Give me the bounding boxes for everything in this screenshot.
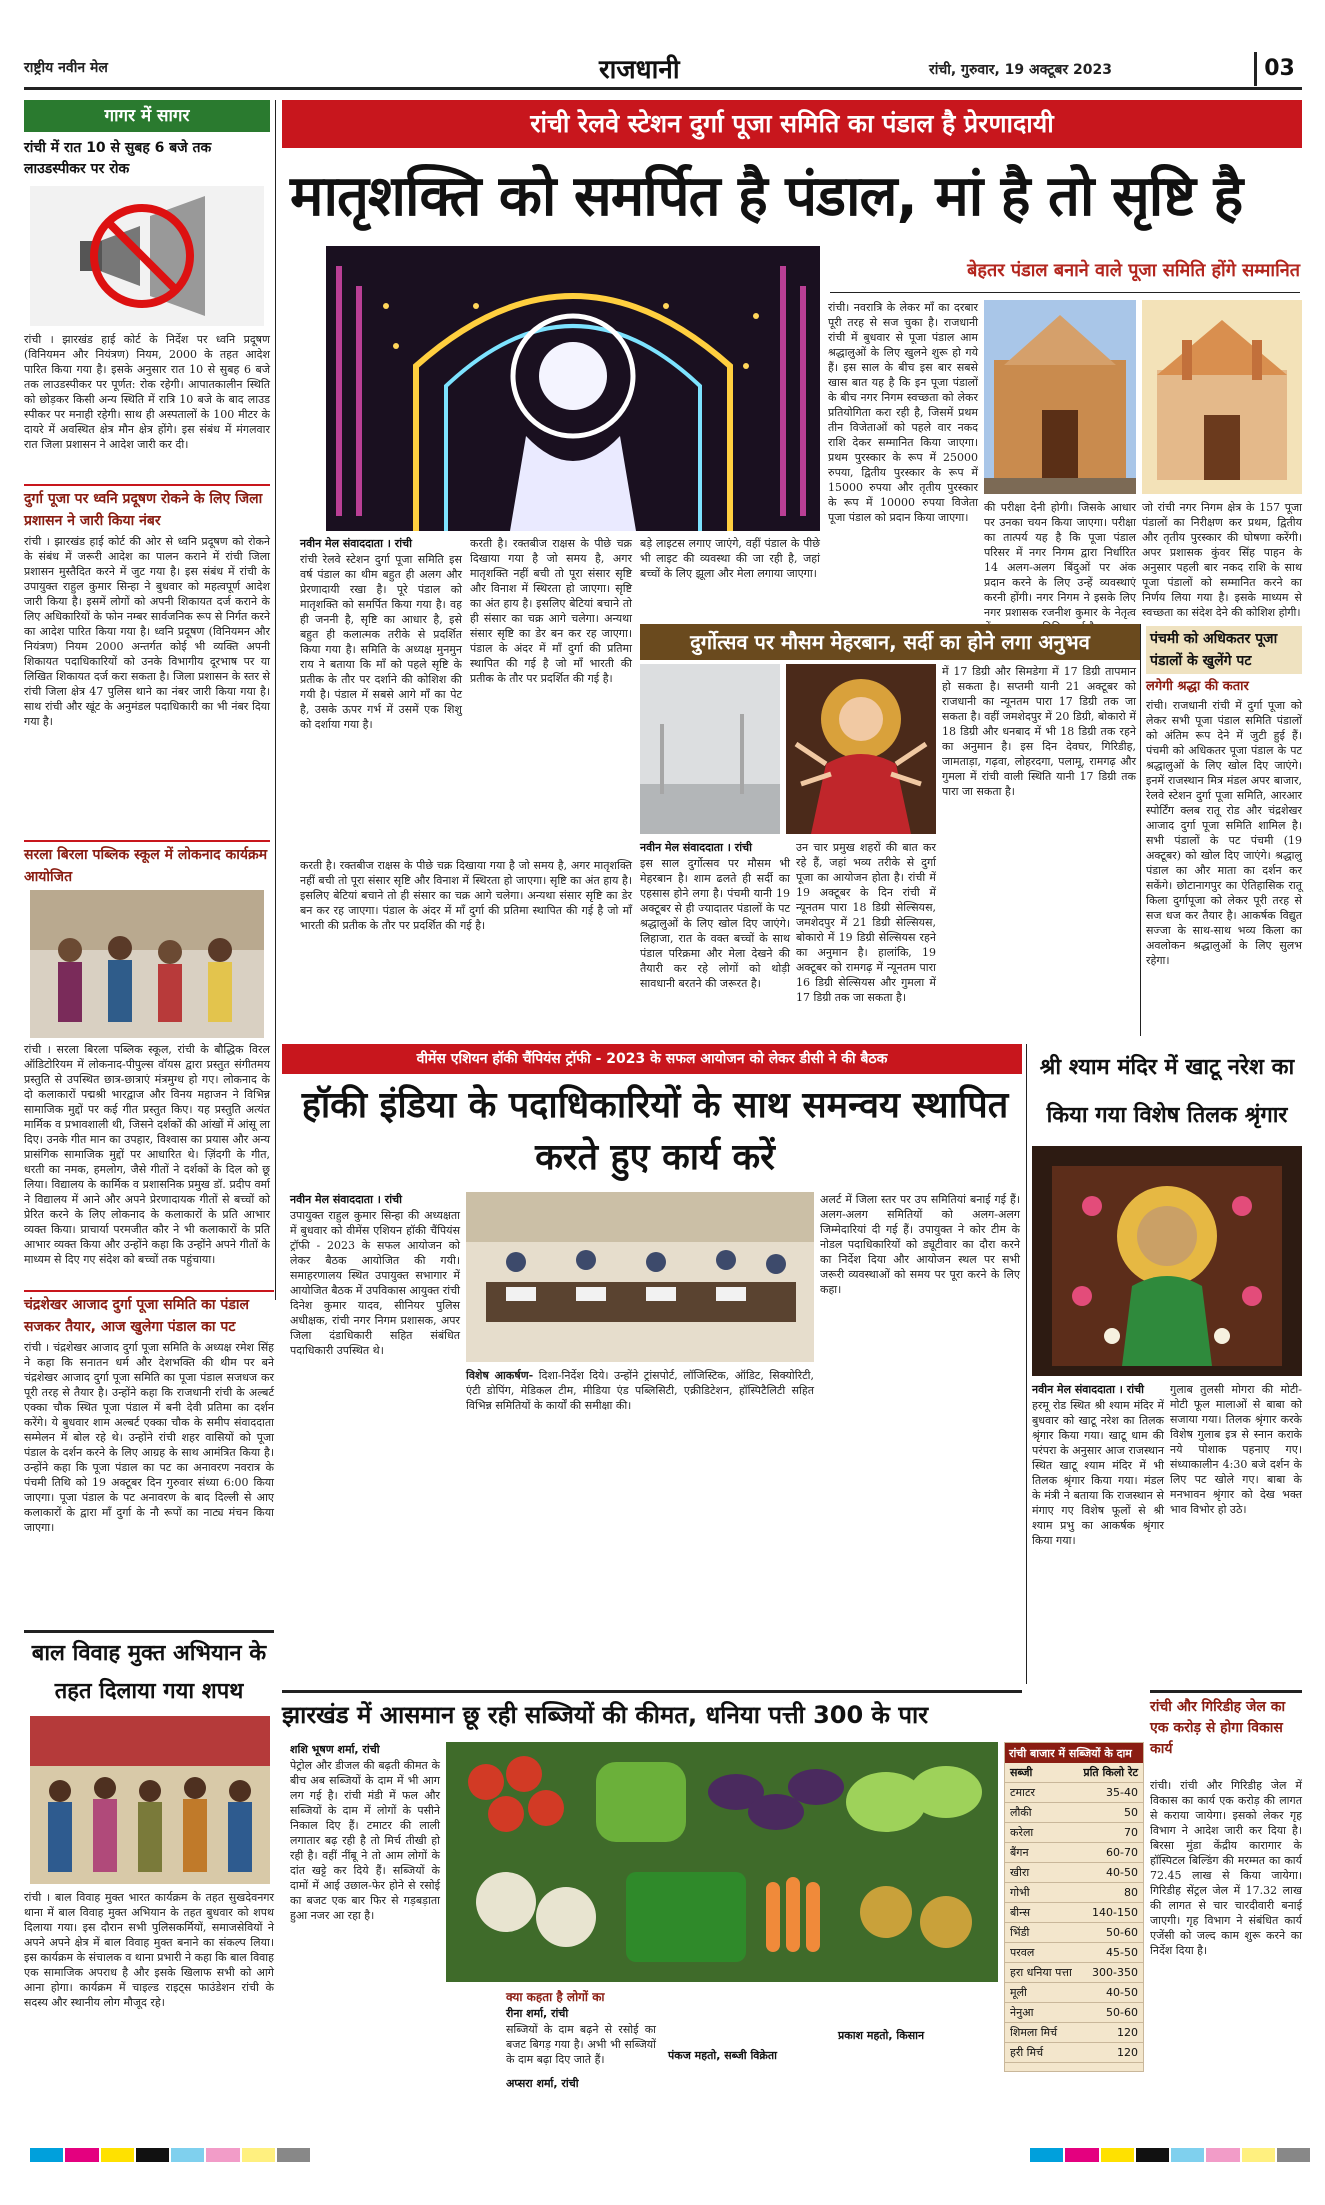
vegetable-price: 140-150 — [1078, 1903, 1143, 1923]
price-table-title: रांची बाजार में सब्जियों के दाम — [1005, 1743, 1143, 1763]
vegetable-name: नेनुआ — [1005, 2003, 1078, 2023]
quote-author-1: रीना शर्मा, रांची — [506, 2007, 569, 2020]
hockey-caption-bold: विशेष आकर्षण- — [466, 1369, 534, 1382]
section-name: राजधानी — [599, 55, 680, 85]
vegetable-price: 40-50 — [1078, 1983, 1143, 2003]
price-table-header — [1005, 1763, 1143, 1783]
lead-body-3: बड़े लाइटस लगाए जाएंगे, वहीं पंडाल के पीछे भी लाइट की व्यवस्था की जा रही है, जहां बच्चों के लिए झूला और मेला लगाया जाएगा। — [640, 537, 820, 580]
price-table-row — [1005, 1923, 1143, 1943]
price-table-row — [1005, 1963, 1143, 1983]
price-table — [1005, 1763, 1143, 2063]
quote-title: क्या कहता है लोगों का — [506, 1990, 605, 2004]
vegetable-headline: झारखंड में आसमान छू रही सब्जियों की कीमत, धनिया पत्ती 300 के पार — [282, 1690, 1022, 1734]
vegetable-price: 45-50 — [1078, 1943, 1143, 1963]
subhead-rule — [830, 292, 1300, 293]
pandal-exterior-photo-1 — [984, 300, 1136, 494]
hockey-body-2 — [466, 1368, 814, 1508]
hockey-headline: हॉकी इंडिया के पदाधिकारियों के साथ समन्वय स्थापित करते हुए कार्य करें — [301, 1085, 1009, 1178]
panchami-subtitle: लगेगी श्रद्धा की कतार — [1146, 679, 1249, 694]
lead-body-1-cont: करती है। रक्तबीज राक्षस के पीछे चक्र दिखाया गया है जो समय है, अगर मातृशक्ति नहीं बची तो पूरा संसार सृष्टि और विनाश में स्थिरता हो जाएगा। सृष्टि का अंत हाय है। इसलिए बेटियां बचाने तो ही संसार का चक्र आगे चलेगा। अन्यथा संसार सृष्टि का डेर बन कर रह जाएगा। पंडाल के अंदर में माँ दुर्गा की प्रतिमा स्थापित की गई है जो माँ भारती की प्रतीक के तौर पर प्रदर्शित की गई है। — [300, 859, 632, 932]
prize-body-3: जो रांची नगर निगम क्षेत्र के 157 पूजा पंडालों का निरीक्षण कर प्रथम, द्वितीय और तृतीय पुरस्कार की घोषणा करेंगी। अपर प्रशासक कुंवर सिंह पाहन के अनुसार पहली बार नकद राशि के साथ पूजा पंडालों को सम्मानित करने का निर्णय लिया गया है। इसके माध्यम से स्वच्छता का संदेश देने की कोशिश होगी। — [1142, 501, 1302, 619]
quote-author-4: प्रकाश महतो, किसान — [838, 2029, 925, 2042]
weather-byline: नवीन मेल संवाददाता । रांची — [640, 841, 752, 854]
vegetable-name: खीरा — [1005, 1863, 1078, 1883]
vegetable-price: 50-60 — [1078, 2003, 1143, 2023]
price-table-row — [1005, 2003, 1143, 2023]
quote-author-2: अप्सरा शर्मा, रांची — [506, 2077, 579, 2090]
prize-subhead: बेहतर पंडाल बनाने वाले पूजा समिति होंगे सम्मानित — [967, 260, 1300, 281]
lead-headline: मातृशक्ति को समर्पित है पंडाल, मां है तो सृष्टि है — [290, 164, 1243, 229]
brief-title-lokanaad: सरला बिरला पब्लिक स्कूल में लोकनाद कार्यक्रम आयोजित — [24, 840, 270, 886]
quote-body-1: सब्जियों के दाम बढ़ने से रसोई का बजट बिगड़ गया है। अभी भी सब्जियों के दाम बढ़ा दिए जाते हैं। — [506, 2023, 656, 2066]
column-rule — [275, 100, 276, 1300]
vegetable-body: पेट्रोल और डीजल की बढ़ती कीमत के बीच अब सब्जियों के दाम में भी आग लग गई है। रांची मंडी में फल और सब्जियों के दाम में लोगों के पसीने निकाल दिए हैं। टमाटर की लाली लगातार बढ़ रही है तो मिर्च तीखी हो रही है। वहीं नींबू ने तो आम लोगों के दांत खट्टे कर दिये हैं। सब्जियों के दामों में आई उछाल-फेर होने से रसोई का बजट एक बार फिर से गड़बड़ाता हुआ नजर आ रहा है। — [290, 1759, 440, 1922]
jail-body: रांची। रांची और गिरिडीह जेल में विकास का कार्य एक करोड़ की लागत से कराया जायेगा। इसको लेकर गृह विभाग ने आदेश जारी कर दिया है। बिरसा मुंडा केंद्रीय कारागार के हॉस्पिटल बिल्डिंग की मरम्मत का कार्य 72.45 लाख से किया जायेगा। गिरिडीह सेंट्रल जेल में 17.32 लाख की लागत से चार चारदीवारी बनाई जाएगी। गृह विभाग ने संबंधित कार्य एजेंसी को जल्द काम शुरू करने का निर्देश दिया है। — [1150, 1779, 1302, 1957]
quote-author-3: पंकज महतो, सब्जी विक्रेता — [668, 2049, 777, 2062]
quote-box — [446, 1988, 998, 2092]
hockey-body-3: अलर्ट में जिला स्तर पर उप समितियां बनाई गई हैं। अलग-अलग समितियों को अलग-अलग जिम्मेदारियां दी गई हैं। उपायुक्त ने कोर टीम के नोडल पदाधिकारियों को ड्यूटीवार का दौरा करने का निर्देश दिया और आयोजन स्थल पर सभी जरूरी व्यवस्थाओं को समय पर पूरा करने के लिए कहा। — [820, 1193, 1020, 1296]
durga-idol-photo — [786, 664, 936, 834]
panchami-body: रांची। राजधानी रांची में दुर्गा पूजा को लेकर सभी पूजा पंडाल समिति पंडालों को अंतिम रूप देने में जुटी हुई हैं। पंचमी को अधिकतर पूजा पंडाल के पट श्रद्धालुओं के लिए खोल दिए जाएंगे। इनमें राजस्थान मित्र मंडल अपर बाजार, रेलवे स्टेशन दुर्गा पूजा समिति, आरआर स्पोर्टिंग क्लब रातू रोड और चंद्रशेखर आजाद दुर्गा पूजा समिति शामिल है। सभी पंडालों के पट पंचमी (19 अक्टूबर) को खोल दिए जाएंगे। श्रद्धालु पंडाल का और माता का दर्शन कर सकेंगे। छोटानागपुर का ऐतिहासिक रातू किला दुर्गापूजा को लेकर पूरी तरह से सज धज कर तैयार है। आकर्षक विद्युत सज्जा के साथ-साथ भव्य किला का अवलोकन श्रद्धालुओं के लिए सुलभ रहेगा। — [1146, 699, 1302, 967]
khatu-shyam-photo — [1032, 1146, 1302, 1376]
lokanaad-event-photo — [30, 890, 264, 1038]
weather-body-3: में 17 डिग्री और सिमडेगा में 17 डिग्री तापमान हो सकता है। सप्तमी यानी 21 अक्टूबर को राजधानी का न्यूनतम पारा 17 डिग्री तक जा सकता है। वहीं जमशेदपुर में 20 डिग्री, बोकारो में 18 डिग्री और धनबाद में भी 18 डिग्री तक रहने का अनुमान है। इस दिन देवघर, गिरिडीह, जामताड़ा, गढ़वा, लोहरदगा, पलामू, रामगढ़ और गुमला में रांची वाली स्थिति यानी 17 डिग्री तक पारा जा सकता है। — [942, 665, 1136, 798]
hockey-strap: वीमेंस एशियन हॉकी चैंपियंस ट्रॉफी - 2023 के सफल आयोजन को लेकर डीसी ने की बैठक — [282, 1044, 1022, 1074]
panchami-rule — [1140, 624, 1141, 1036]
brief-body-azad-pandal: रांची । चंद्रशेखर आजाद दुर्गा पूजा समिति के अध्यक्ष रमेश सिंह ने कहा कि सनातन धर्म और देशभक्ति की थीम पर बने चंद्रशेखर आजाद दुर्गा पूजा समिति का पूजा पंडाल सजधज कर पूरी तरह से तैयार है। उन्होंने कहा कि राजधानी रांची के अल्बर्ट एक्का चौक स्थित पूजा पंडाल में बनी देवी प्रतिमा का दर्शन करेंगे। ये बुधवार शाम अल्बर्ट एक्का चौक के समीप संवाददाता सम्मेलन में बोल रहे थे। उन्होंने रांची शहर वासियों को पूजा पंडाल के दर्शन करने के लिए आग्रह के साथ आमंत्रित किया है। उन्होंने कहा कि पूजा पंडाल का पट का अनावरण नवरात्र के पंचमी तिथि को 19 अक्टूबर दिन गुरुवार संध्या 6:00 किया जाएगा। पूजा पंडाल के पट अनावरण के बाद दिल्ली से आए कलाकारों के द्वारा माँ दुर्गा के नौ रूपों का नाट्य मंचन किया जाएगा। — [24, 1341, 274, 1534]
vegetable-byline: शशि भूषण शर्मा, रांची — [290, 1743, 380, 1756]
page-number: 03 — [1254, 52, 1302, 86]
left-column-tag: गागर में सागर — [24, 100, 270, 132]
price-table-row — [1005, 1903, 1143, 1923]
masthead — [24, 50, 1302, 90]
pandal-exterior-photo-2 — [1142, 300, 1302, 494]
child-marriage-title: बाल विवाह मुक्त अभियान के तहत दिलाया गया शपथ — [24, 1630, 274, 1710]
vegetable-name: टमाटर — [1005, 1783, 1078, 1803]
color-registration-bar-right — [1030, 2148, 1310, 2162]
price-table-row — [1005, 1803, 1143, 1823]
panchami-title: पंचमी को अधिकतर पूजा पंडालों के खुलेंगे पट — [1146, 626, 1302, 674]
weather-body-1: इस साल दुर्गोत्सव पर मौसम भी मेहरबान है। शाम ढलते ही सर्दी का एहसास होने लगा है। पंचमी यानी 19 अक्टूबर से ही ज्यादातर पंडालों के पट श्रद्धालुओं के लिए खोल दिए जाएंगे। लिहाजा, रात के वक्त बच्चों के साथ पंडाल परिक्रमा और मेला देखने की तैयारी कर रहे लोगों को थोड़ी सावधानी बरतने की जरूरत है। — [640, 857, 790, 990]
vegetable-price: 35-40 — [1078, 1783, 1143, 1803]
lead-body-2: करती है। रक्तबीज राक्षस के पीछे चक्र दिखाया गया है जो समय है, अगर मातृशक्ति नहीं बची तो पूरा संसार सृष्टि और विनाश में स्थिरता हो जाएगा। सृष्टि का अंत हाय है। इसलिए बेटियां बचाने तो ही संसार का चक्र आगे चलेगा। अन्यथा संसार सृष्टि का डेर बन कर रह जाएगा। पंडाल के अंदर में माँ दुर्गा की प्रतिमा स्थापित की गई है जो माँ भारती की प्रतीक के तौर पर प्रदर्शित की गई है। — [470, 537, 632, 685]
vegetable-price: 50 — [1078, 1803, 1143, 1823]
brief-body-noise-numbers: रांची । झारखंड हाई कोर्ट की ओर से ध्वनि प्रदूषण को रोकने के संबंध में जरूरी आदेश का पालन कराने में रांची जिला प्रशासन मुस्तैदित करने में जुट गया है। इस संबंध में रांची के उपायुक्त राहुल कुमार सिन्हा ने बुधवार को महत्वपूर्ण आदेश जारी किया है। इसमें लोगों को अपनी शिकायत दर्ज कराने के लिए अधिकारियों के फोन नम्बर सार्वजनिक रूप से निर्गत करने का आदेश पारित किया गया है। ध्वनि प्रदूषण (विनियमन और नियंत्रण) नियम 2000 अन्तर्गत कोई भी व्यक्ति अपनी शिकायत पदाधिकारियों को उनके विभागीय दूरभाष पर या लिखित शिकायत दर्ज करा सकता है। जिला प्रशासन के स्तर से रांची जिला क्षेत्र 47 पुलिस थाने का नंबर जारी किया गया है। साथ रांची और खूंट के अनुमंडल पदाधिकारी का भी नंबर दिया गया है। — [24, 535, 270, 728]
pandal-night-photo — [326, 246, 820, 531]
jail-title: रांची और गिरिडीह जेल का एक करोड़ से होगा विकास कार्य — [1150, 1690, 1302, 1774]
vegetable-price: 40-50 — [1078, 1863, 1143, 1883]
vegetable-price: प्रति किलो रेट — [1078, 1763, 1143, 1783]
vegetable-name: सब्जी — [1005, 1763, 1078, 1783]
brief-body-loudspeaker: रांची । झारखंड हाई कोर्ट के निर्देश पर ध्वनि प्रदूषण (विनियमन और नियंत्रण) नियम, 2000 के तहत आदेश पारित किया गया है। इसके अनुसार रात 10 से सुबह 6 बजे तक लाउडस्पीकर पर पूर्णत: रोक रहेगी। आपातकालीन स्थिति को छोड़कर किसी अन्य स्थिति में रात्रि 10 बजे के बाद लाउड स्पीकर पर मनाही रहेगी। साथ ही अस्पतालों के 100 मीटर के दायरे में अवस्थित क्षेत्र मौन क्षेत्र होंगे। इस संबंध में मंगलवार रात जिला प्रशासन ने आदेश जारी कर दी। — [24, 333, 270, 451]
price-table-row — [1005, 1843, 1143, 1863]
vegetable-name: हरी मिर्च — [1005, 2043, 1078, 2063]
brief-body-lokanaad: रांची । सरला बिरला पब्लिक स्कूल, रांची के बौद्धिक विरल ऑडिटोरियम में लोकनाद-पीपुल्स वॉयस द्वारा प्रस्तुत संगीतमय प्रस्तुति से उपस्थित छात्र-छात्राएं मंत्रमुग्ध हो गए। लोकनाद के दो कलाकारों पद्मश्री भारद्वाज और विनय महाजन ने विभिन्न सामाजिक मुद्दों पर कई गीत प्रस्तुत किए। यह प्रस्तुति अत्यंत मार्मिक व प्रभावशाली थी, जिसने दर्शकों की आंखों में आंसू ला दिए। उनके गीत मान का उपहार, विश्वास का प्रयास और अन्य प्रासंगिक सामाजिक मुद्दों पर आधारित थे। ज़िंदगी के गीत, धरती का नमक, हमलोग, जैसे गीतों ने दर्शकों के दिल को छू लिया। विद्यालय के कार्मिक व प्रशासनिक प्रमुख डॉ. प्रदीप वर्मा ने विद्यालय में आने और अपने प्रेरणादायक गीतों से बच्चों को प्रेरित करने के लिए लोकनाद के कलाकारों के प्रति आभार व्यक्त किया। प्राचार्या परमजीत कौर ने भी कलाकारों के प्रति आभार व्यक्त किया और उन्होंने कहा कि उन्होंने अपने गीतों के माध्यम से दिए गए संदेश को बच्चों तक पहुंचाया। — [24, 1043, 270, 1266]
vegetable-price: 120 — [1078, 2023, 1143, 2043]
vegetable-name: बीन्स — [1005, 1903, 1078, 1923]
price-table-row — [1005, 2043, 1143, 2063]
price-table-row — [1005, 1883, 1143, 1903]
vegetable-name: लौकी — [1005, 1803, 1078, 1823]
top-banner: रांची रेलवे स्टेशन दुर्गा पूजा समिति का पंडाल है प्रेरणादायी — [282, 100, 1302, 148]
price-table-row — [1005, 1863, 1143, 1883]
vegetable-price-table — [1004, 1742, 1144, 2072]
color-registration-bar-left — [30, 2148, 310, 2162]
vegetable-price: 50-60 — [1078, 1923, 1143, 1943]
shyam-body-2: गुलाब तुलसी मोगरा की मोटी-मोटी फूल मालाओं से बाबा को सजाया गया। तिलक श्रृंगार करके विशेष गुलाब इत्र से स्नान कराके नये पोशाक पहनाए गए। संध्याकालीन 4:30 बजे दर्शन के लिए पट खोले गए। बाबा के मनभावन श्रृंगार को देख भक्त भाव विभोर हो उठे। — [1170, 1383, 1302, 1516]
vegetable-name: हरा धनिया पत्ता — [1005, 1963, 1078, 1983]
shyam-rule — [1026, 1044, 1027, 1684]
hockey-body-2-text: दिशा-निर्देश दिये। उन्होंने ट्रांसपोर्ट, लॉजिस्टिक, ऑडिट, सिक्योरिटी, एंटी डोपिंग, मेडिकल टीम, मीडिया एंड पब्लिसिटी, एक्रीडिटेशन, हॉस्पिटैलिटी सहित विभिन्न समितियों के कार्यों की समीक्षा की। — [466, 1369, 814, 1412]
weather-body-2: उन चार प्रमुख शहरों की बात कर रहे हैं, जहां भव्य तरीके से दुर्गा पूजा का आयोजन होता है। रांची में 19 अक्टूबर के दिन रांची में न्यूनतम पारा 18 डिग्री सेल्सियस, जमशेदपुर में 21 डिग्री सेल्सियस, बोकारो में 19 डिग्री सेल्सियस रहने का अनुमान है। हालांकि, 19 अक्टूबर को रामगढ़ में न्यूनतम पारा 16 डिग्री सेल्सियस और गुमला में 17 डिग्री तक जा सकता है। — [796, 841, 936, 1004]
dateline: रांची, गुरुवार, 19 अक्टूबर 2023 — [929, 62, 1112, 78]
brief-title-azad-pandal: चंद्रशेखर आजाद दुर्गा पूजा समिति का पंडाल सजकर तैयार, आज खुलेगा पंडाल का पट — [24, 1290, 274, 1336]
oath-ceremony-photo — [30, 1716, 270, 1884]
hockey-meeting-photo — [466, 1192, 814, 1362]
vegetable-price: 60-70 — [1078, 1843, 1143, 1863]
prize-body-1: रांची। नवरात्रि के लेकर माँ का दरबार पूरी तरह से सज चुका है। राजधानी रांची में बुधवार से पूजा पंडाल आम श्रद्धालुओं के लिए खुलने शुरू हो गये हैं। इस साल के बीच इस बार सबसे खास बात यह है कि इन पूजा पंडालों के बीच नगर निगम स्वच्छता को लेकर प्रतियोगिता करा रही है, जिसमें प्रथम तीन विजेताओं को पहले वार नकद राशि देकर सम्मानित किया जाएगा। प्रथम पुरस्कार के रूप में 25000 रुपया, द्वितीय पुरस्कार के रूप में 15000 रुपया और तृतीय पुरस्कार के रूप में 10000 रुपया विजेता पूजा पंडाल को प्रदान किया जाएगा। — [828, 301, 978, 524]
vegetable-name: गोभी — [1005, 1883, 1078, 1903]
child-marriage-body: रांची । बाल विवाह मुक्त भारत कार्यक्रम के तहत सुखदेवनगर थाना में बाल विवाह मुक्त अभियान के तहत बुधवार को शपथ दिलाया गया। इस दौरान सभी पुलिसकर्मियों, समाजसेवियों ने अपने अपने क्षेत्र में बाल विवाह मुक्त बनाने का संकल्प लिया। इस कार्यक्रम के संचालक व थाना प्रभारी ने कहा कि बाल विवाह एक सामाजिक अपराध है और इसके खिलाफ सभी को आगे आना होगा। कार्यक्रम में चाइल्ड राइट्स फाउंडेशन रांची के सदस्य और स्थानीय लोग मौजूद रहे। — [24, 1891, 274, 2009]
vegetable-name: करेला — [1005, 1823, 1078, 1843]
vegetable-price: 300-350 — [1078, 1963, 1143, 1983]
lead-body-1: रांची रेलवे स्टेशन दुर्गा पूजा समिति इस वर्ष पंडाल का थीम बहुत ही अलग और प्रेरणादायी रखा है। पूरे पंडाल को मातृशक्ति को समर्पित किया गया है। वह ही जननी है, सृष्टि का आधार है, इसे बहुत ही कलात्मक तरीके से प्रदर्शित किया गया है। समिति के अध्यक्ष मुनमुन राय ने बताया कि माँ को पहले सृष्टि के प्रतीक के तौर पर दर्शाने की कोशिश की गयी है। पंडाल में सबसे आगे माँ का पेट है, उसके ऊपर गर्भ में उसमें एक शिशु को दर्शाया गया है। — [300, 553, 462, 731]
lead-byline: नवीन मेल संवाददाता । रांची — [300, 537, 412, 550]
price-table-row — [1005, 1983, 1143, 2003]
vegetable-price: 80 — [1078, 1883, 1143, 1903]
shyam-byline: नवीन मेल संवाददाता । रांची — [1032, 1383, 1144, 1396]
shyam-body-1: हरमू रोड स्थित श्री श्याम मंदिर में बुधवार को खाटू नरेश का तिलक श्रृंगार किया गया। खाटू धाम की परंपरा के अनुसार आज राजस्थान स्थित खाटू श्याम मंदिर में भी तिलक श्रृंगार किया गया। मंडल के मंत्री ने बताया कि राजस्थान से मंगाए गए विशेष फूलों से श्री श्याम प्रभु का आकर्षक श्रृंगार किया गया। — [1032, 1399, 1164, 1547]
brief-title-loudspeaker: रांची में रात 10 से सुबह 6 बजे तक लाउडस्पीकर पर रोक — [24, 140, 212, 177]
vegetable-price: 70 — [1078, 1823, 1143, 1843]
brief-title-noise-numbers: दुर्गा पूजा पर ध्वनि प्रदूषण रोकने के लिए जिला प्रशासन ने जारी किया नंबर — [24, 484, 270, 530]
weather-title: दुर्गोत्सव पर मौसम मेहरबान, सर्दी का होने लगा अनुभव — [640, 624, 1140, 660]
vegetable-name: परवल — [1005, 1943, 1078, 1963]
price-table-row — [1005, 1943, 1143, 1963]
hockey-byline: नवीन मेल संवाददाता । रांची — [290, 1193, 402, 1206]
vegetable-name: शिमला मिर्च — [1005, 2023, 1078, 2043]
price-table-row — [1005, 2023, 1143, 2043]
vegetable-name: बैंगन — [1005, 1843, 1078, 1863]
price-table-row — [1005, 1783, 1143, 1803]
prize-body-2: की परीक्षा देनी होगी। जिसके आधार पर उनका चयन किया जाएगा। परीक्षा का तात्पर्य यह है कि पूजा पंडाल परिसर में नगर निगम द्वारा निर्धारित 14 अलग-अलग बिंदुओं पर अंक प्रदान करने के लिए उन्हें व्यवस्थाएं करनी होंगी। नगर निगम ने इसके लिए नगर प्रशासक रजनीश कुमार के नेतृत्व — [984, 501, 1136, 619]
brand-logo: राष्ट्रीय नवीन मेल — [24, 60, 108, 76]
shyam-title: श्री श्याम मंदिर में खाटू नरेश का किया गया विशेष तिलक श्रृंगार — [1039, 1055, 1295, 1128]
vegetable-name: मूली — [1005, 1983, 1078, 2003]
loudspeaker-ban-image — [30, 186, 264, 326]
fog-photo — [640, 664, 780, 834]
vegetable-name: भिंडी — [1005, 1923, 1078, 1943]
vegetable-market-photo — [446, 1742, 998, 1982]
price-table-row — [1005, 1823, 1143, 1843]
hockey-body-1: उपायुक्त राहुल कुमार सिन्हा की अध्यक्षता में बुधवार को वीमेंस एशियन हॉकी चैंपियंस ट्रॉफी - 2023 के सफल आयोजन को लेकर बैठक आयोजित की गयी। समाहरणालय स्थित उपायुक्त सभागार में आयोजित बैठक में उपविकास आयुक्त रांची दिनेश कुमार यादव, सीनियर पुलिस अधीक्षक, रांची नगर निगम प्रशासक, अपर जिला दंडाधिकारी सहित संबंधित पदाधिकारी उपस्थित थे। — [290, 1209, 460, 1357]
vegetable-price: 120 — [1078, 2043, 1143, 2063]
